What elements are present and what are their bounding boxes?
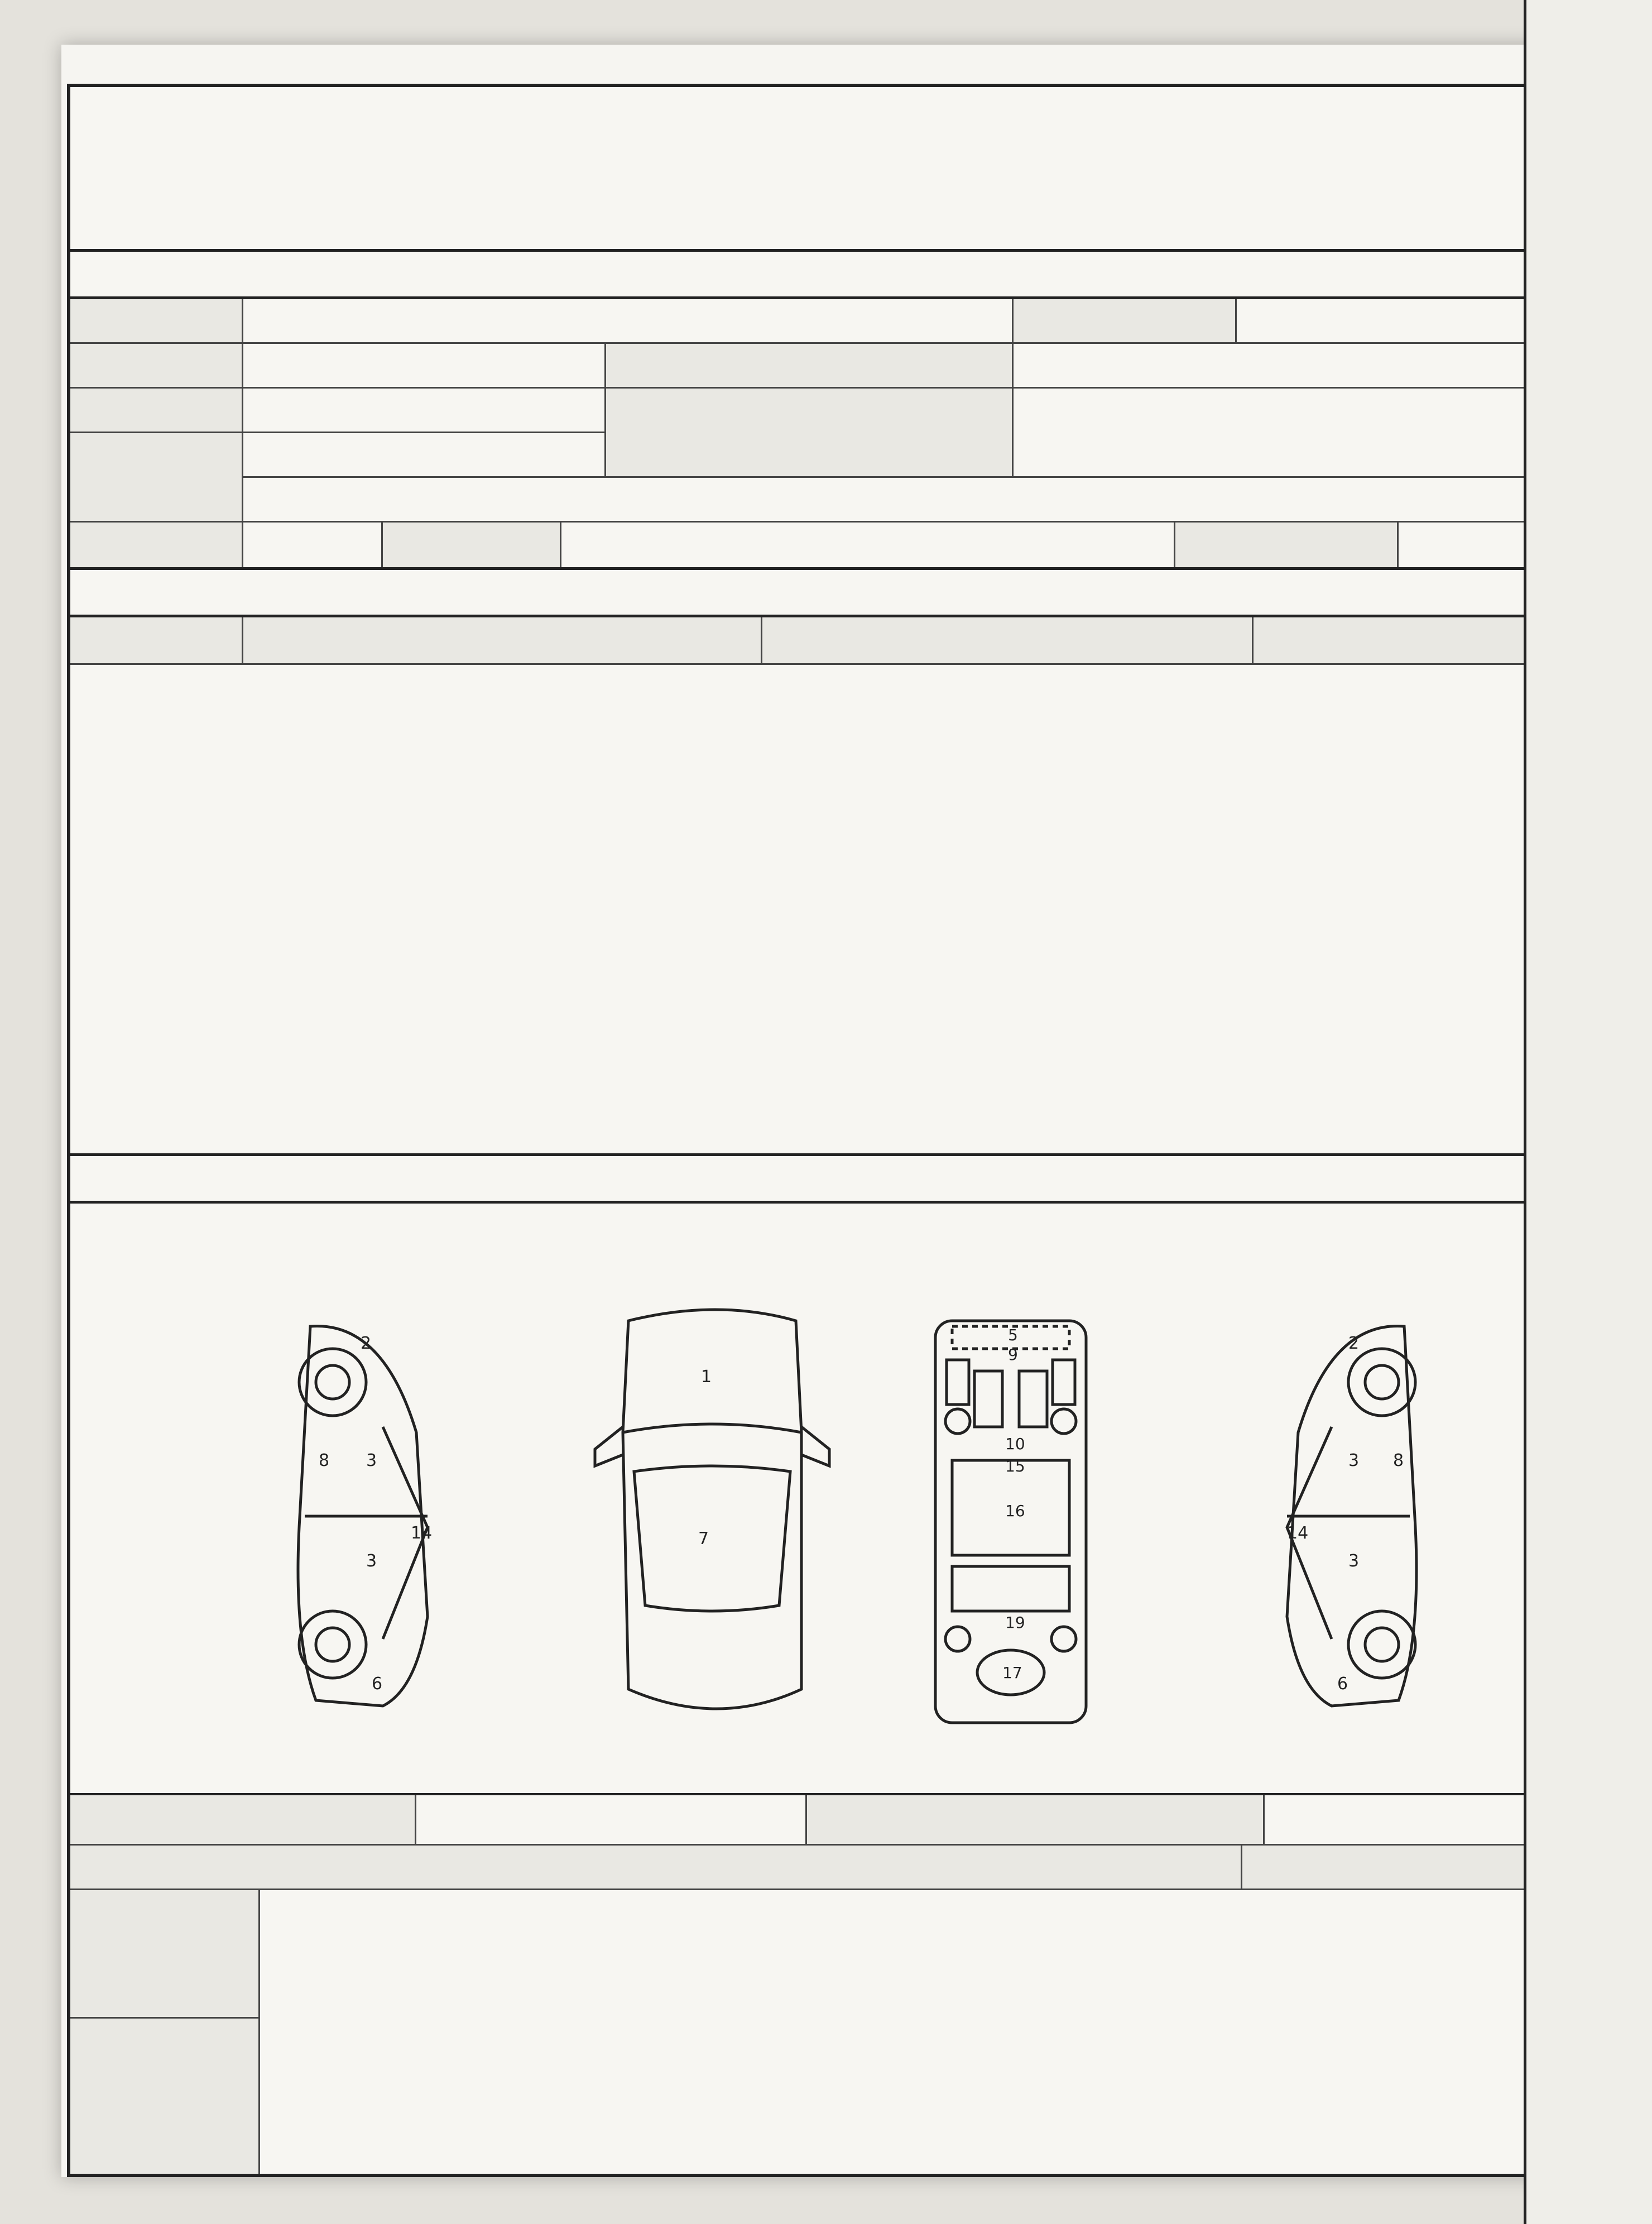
basic-info-header xyxy=(70,249,1579,299)
car-top-view xyxy=(595,1310,829,1709)
svg-text:15: 15 xyxy=(1005,1457,1025,1475)
svg-text:8: 8 xyxy=(1393,1451,1404,1470)
svg-text:6: 6 xyxy=(1337,1674,1348,1694)
label xyxy=(70,523,243,567)
svg-text:14: 14 xyxy=(1287,1523,1309,1543)
svg-text:1: 1 xyxy=(701,1367,712,1387)
label xyxy=(70,344,243,387)
damage-diagram xyxy=(70,1204,1579,1795)
row-year xyxy=(70,344,1579,389)
svg-text:7: 7 xyxy=(698,1529,709,1549)
svg-text:3: 3 xyxy=(1348,1451,1360,1470)
svg-text:14: 14 xyxy=(411,1523,433,1543)
inspection-sheet xyxy=(61,45,1585,2177)
parts-header xyxy=(70,1846,1579,1890)
row-accident xyxy=(70,1795,1579,1846)
overall-header xyxy=(70,567,1579,617)
label xyxy=(70,478,243,521)
svg-text:10: 10 xyxy=(1005,1435,1025,1453)
inspect-value xyxy=(1014,344,1579,387)
col-item xyxy=(762,617,1254,663)
accident-options xyxy=(416,1795,807,1844)
fuel-options xyxy=(243,478,1579,521)
form-frame xyxy=(67,84,1582,2177)
svg-text:3: 3 xyxy=(366,1451,377,1470)
transmission-options xyxy=(1014,389,1579,476)
label xyxy=(1175,523,1399,567)
year-value xyxy=(243,344,606,387)
label xyxy=(1014,299,1237,342)
svg-text:2: 2 xyxy=(361,1334,372,1353)
svg-text:6: 6 xyxy=(372,1674,383,1694)
label xyxy=(807,1795,1265,1844)
label xyxy=(606,344,1014,387)
row-first-reg xyxy=(70,389,1579,478)
col-status xyxy=(243,617,762,663)
row-car-name xyxy=(70,299,1579,344)
svg-text:16: 16 xyxy=(1005,1502,1025,1520)
col-usage xyxy=(70,617,243,663)
svg-text:9: 9 xyxy=(1008,1345,1018,1364)
car-right-side xyxy=(1287,1326,1416,1706)
parts-grid xyxy=(70,1890,1579,2174)
car-left-side xyxy=(298,1326,432,1706)
row-engine xyxy=(70,523,1579,567)
svg-text:8: 8 xyxy=(319,1451,330,1470)
svg-text:19: 19 xyxy=(1005,1613,1025,1632)
label xyxy=(383,523,561,567)
warranty-options xyxy=(561,523,1175,567)
first-reg-value xyxy=(243,389,606,433)
svg-text:2: 2 xyxy=(1348,1334,1360,1353)
label xyxy=(70,1795,416,1844)
label xyxy=(70,433,243,478)
car-name-value xyxy=(243,299,1014,342)
engine-value xyxy=(243,523,383,567)
outer-label xyxy=(70,1890,260,2019)
frame-label xyxy=(70,2019,260,2174)
svg-text:17: 17 xyxy=(1002,1664,1022,1682)
car-diagram-svg xyxy=(70,1304,1577,1784)
svg-text:5: 5 xyxy=(1008,1326,1018,1344)
accident-header xyxy=(70,1153,1579,1204)
row-fuel xyxy=(70,478,1579,523)
overall-column-header xyxy=(70,617,1579,665)
parts-title xyxy=(70,1846,1242,1889)
label xyxy=(606,389,1014,476)
svg-text:3: 3 xyxy=(366,1551,377,1571)
car-frame-view xyxy=(935,1321,1086,1723)
label xyxy=(70,389,243,433)
label xyxy=(70,299,243,342)
svg-text:3: 3 xyxy=(1348,1551,1360,1571)
vin-value xyxy=(243,433,606,478)
next-page-strip xyxy=(1524,0,1652,2224)
